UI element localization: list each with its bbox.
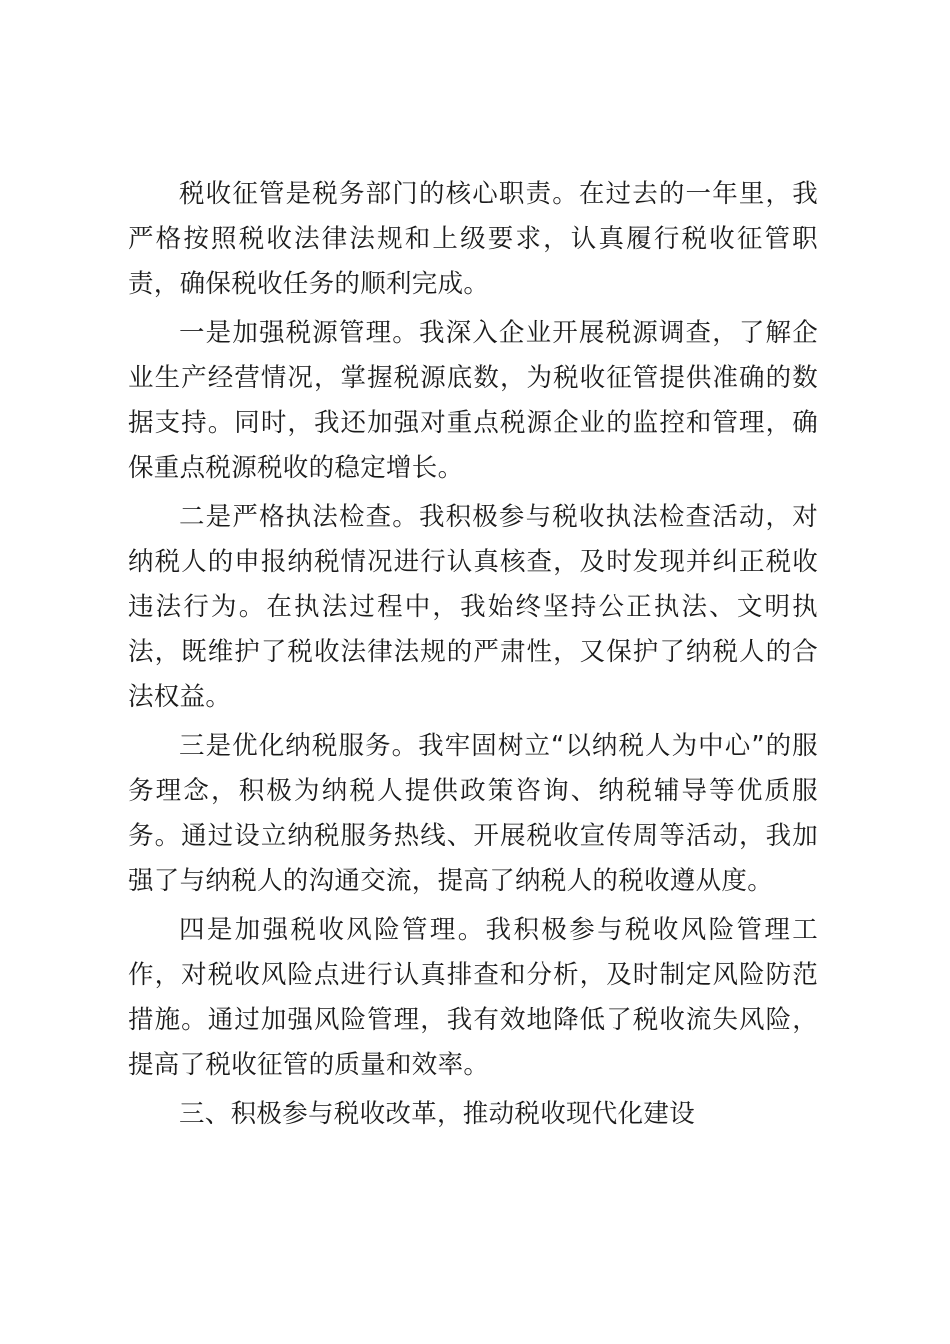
paragraph-taxpayer-service: 三是优化纳税服务。我牢固树立“以纳税人为中心”的服务理念，积极为纳税人提供政策咨询、纳税辅导等优质服务。通过设立纳税服务热线、开展税收宣传周等活动，我加强了与纳税人的沟通交流，提高了纳税人的税收遵从度。: [128, 731, 818, 896]
paragraph-law-enforcement-inspection: 二是严格执法检查。我积极参与税收执法检查活动，对纳税人的申报纳税情况进行认真核查，及时发现并纠正税收违法行为。在执法过程中，我始终坚持公正执法、文明执法，既维护了税收法律法规的严肃性，又保护了纳税人的合法权益。: [128, 502, 818, 712]
section-heading: 三、积极参与税收改革，推动税收现代化建设: [179, 1099, 696, 1129]
document-body: [128, 172, 818, 1137]
paragraph-tax-collection-duty: 税收征管是税务部门的核心职责。在过去的一年里，我严格按照税收法律法规和上级要求，认真履行税收征管职责，确保税收任务的顺利完成。: [128, 179, 818, 299]
paragraph-risk-management: 四是加强税收风险管理。我积极参与税收风险管理工作，对税收风险点进行认真排查和分析，及时制定风险防范措施。通过加强风险管理，我有效地降低了税收流失风险，提高了税收征管的质量和效率。: [128, 915, 818, 1080]
paragraph-tax-source-management: 一是加强税源管理。我深入企业开展税源调查，了解企业生产经营情况，掌握税源底数，为税收征管提供准确的数据支持。同时，我还加强对重点税源企业的监控和管理，确保重点税源税收的稳定增长。: [128, 318, 818, 483]
